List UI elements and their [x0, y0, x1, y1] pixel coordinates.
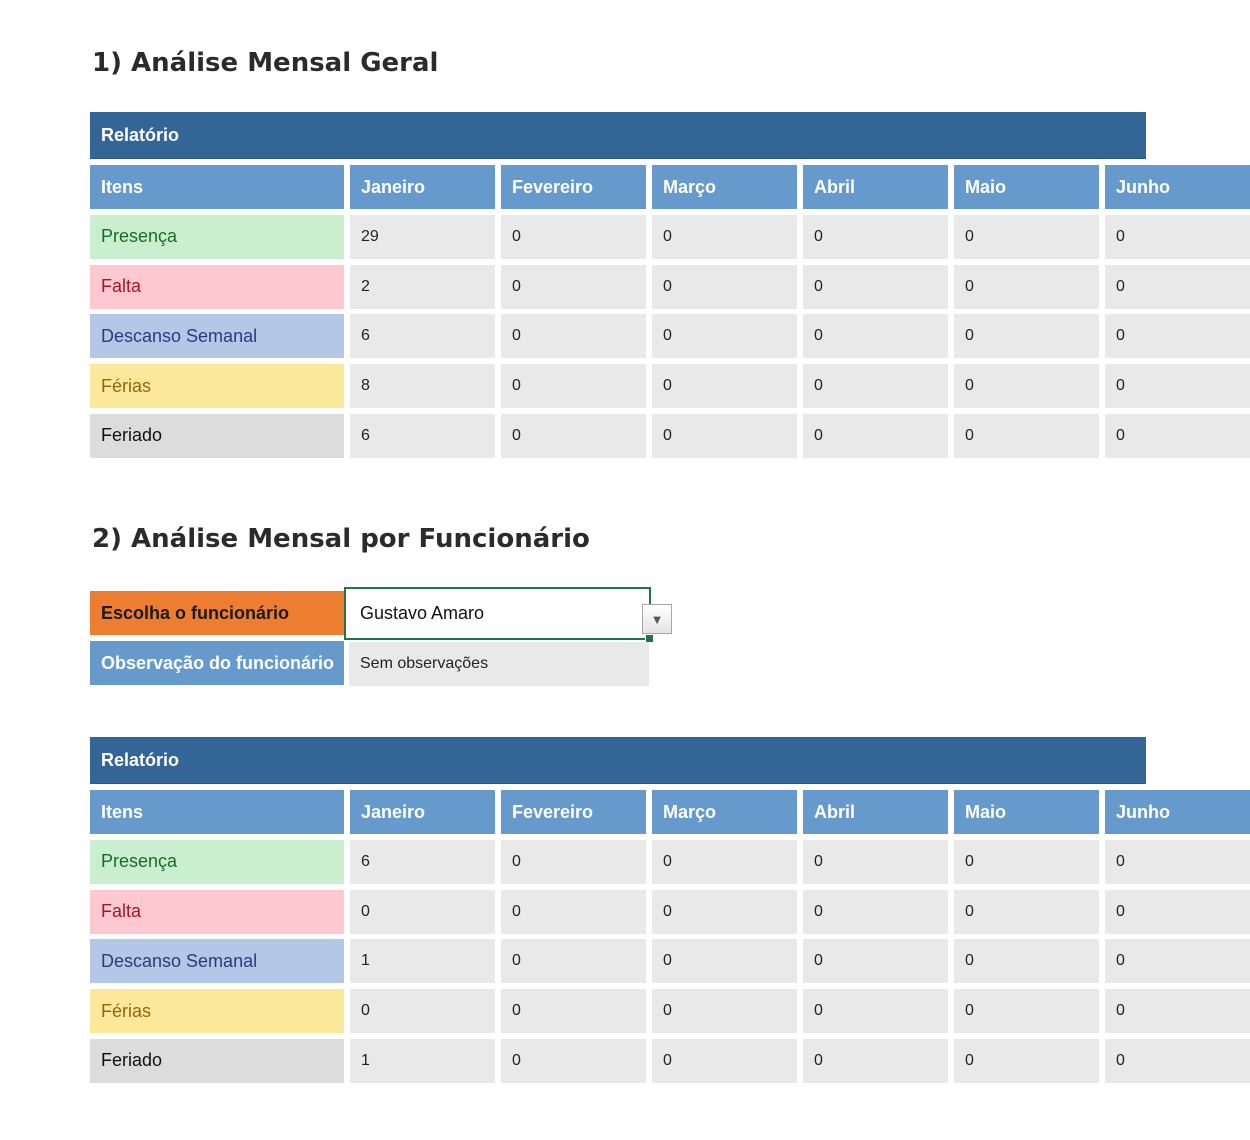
value-cell[interactable]: 0 [803, 215, 948, 259]
value-cell[interactable]: 0 [803, 939, 948, 983]
value-cell[interactable]: 0 [652, 265, 797, 309]
value-cell[interactable]: 8 [350, 364, 495, 408]
value-cell[interactable]: 0 [652, 215, 797, 259]
header-fevereiro: Fevereiro [501, 790, 646, 834]
value-cell[interactable]: 29 [350, 215, 495, 259]
header-junho: Junho [1105, 165, 1250, 209]
value-cell[interactable]: 0 [954, 414, 1099, 458]
value-cell[interactable]: 6 [350, 840, 495, 884]
value-cell[interactable]: 0 [954, 314, 1099, 358]
row-label-falta[interactable]: Falta [90, 890, 344, 934]
row-label-feriado[interactable]: Feriado [90, 1039, 344, 1083]
row-label-descanso-semanal[interactable]: Descanso Semanal [90, 939, 344, 983]
value-cell[interactable]: 0 [652, 890, 797, 934]
value-cell[interactable]: 0 [501, 364, 646, 408]
employee-observation-value[interactable]: Sem observações [349, 642, 649, 686]
value-cell[interactable]: 0 [1105, 840, 1250, 884]
report-by-employee [90, 737, 1170, 1084]
value-cell[interactable]: 0 [501, 939, 646, 983]
value-cell[interactable]: 0 [954, 265, 1099, 309]
value-cell[interactable]: 0 [1105, 364, 1250, 408]
value-cell[interactable]: 6 [350, 414, 495, 458]
value-cell[interactable]: 0 [501, 265, 646, 309]
value-cell[interactable]: 0 [954, 215, 1099, 259]
employee-observation-label: Observação do funcionário [90, 641, 344, 685]
value-cell[interactable]: 0 [954, 364, 1099, 408]
value-cell[interactable]: 0 [803, 314, 948, 358]
value-cell[interactable]: 0 [1105, 1039, 1250, 1083]
value-cell[interactable]: 0 [1105, 989, 1250, 1033]
row-label-descanso-semanal[interactable]: Descanso Semanal [90, 314, 344, 358]
header-marco: Março [652, 790, 797, 834]
value-cell[interactable]: 6 [350, 314, 495, 358]
value-cell[interactable]: 0 [652, 314, 797, 358]
value-cell[interactable]: 0 [350, 890, 495, 934]
row-label-presenca[interactable]: Presença [90, 215, 344, 259]
value-cell[interactable]: 0 [501, 314, 646, 358]
dropdown-button[interactable] [642, 604, 672, 634]
value-cell[interactable]: 0 [803, 1039, 948, 1083]
header-junho: Junho [1105, 790, 1250, 834]
value-cell[interactable]: 0 [652, 989, 797, 1033]
value-cell[interactable]: 1 [350, 939, 495, 983]
row-label-ferias[interactable]: Férias [90, 364, 344, 408]
value-cell[interactable]: 0 [954, 939, 1099, 983]
report-grid-general [90, 165, 1220, 458]
report-grid-by-employee [90, 790, 1220, 1083]
header-janeiro: Janeiro [350, 165, 495, 209]
value-cell[interactable]: 0 [652, 939, 797, 983]
header-maio: Maio [954, 165, 1099, 209]
value-cell[interactable]: 0 [803, 265, 948, 309]
triangle-down-icon: ▼ [650, 611, 664, 627]
employee-select[interactable] [344, 587, 651, 640]
value-cell[interactable]: 0 [1105, 215, 1250, 259]
value-cell[interactable]: 0 [652, 1039, 797, 1083]
value-cell[interactable]: 0 [501, 890, 646, 934]
choose-employee-label: Escolha o funcionário [90, 591, 344, 635]
row-label-feriado[interactable]: Feriado [90, 414, 344, 458]
header-abril: Abril [803, 165, 948, 209]
value-cell[interactable]: 0 [350, 989, 495, 1033]
value-cell[interactable]: 0 [803, 989, 948, 1033]
value-cell[interactable]: 0 [652, 840, 797, 884]
section-title-general: 1) Análise Mensal Geral [92, 48, 439, 78]
value-cell[interactable]: 0 [501, 989, 646, 1033]
employee-select-value: Gustavo Amaro [360, 603, 485, 623]
header-maio: Maio [954, 790, 1099, 834]
value-cell[interactable]: 0 [803, 364, 948, 408]
value-cell[interactable]: 0 [954, 840, 1099, 884]
value-cell[interactable]: 0 [652, 364, 797, 408]
value-cell[interactable]: 0 [803, 840, 948, 884]
row-label-ferias[interactable]: Férias [90, 989, 344, 1033]
report-general [90, 112, 1170, 459]
value-cell[interactable]: 0 [1105, 265, 1250, 309]
value-cell[interactable]: 0 [1105, 314, 1250, 358]
header-itens: Itens [90, 790, 344, 834]
value-cell[interactable]: 0 [501, 1039, 646, 1083]
value-cell[interactable]: 0 [1105, 939, 1250, 983]
value-cell[interactable]: 2 [350, 265, 495, 309]
value-cell[interactable]: 1 [350, 1039, 495, 1083]
value-cell[interactable]: 0 [803, 890, 948, 934]
value-cell[interactable]: 0 [954, 1039, 1099, 1083]
row-label-falta[interactable]: Falta [90, 265, 344, 309]
report-title: Relatório [90, 737, 1146, 784]
header-fevereiro: Fevereiro [501, 165, 646, 209]
header-itens: Itens [90, 165, 344, 209]
value-cell[interactable]: 0 [652, 414, 797, 458]
value-cell[interactable]: 0 [501, 414, 646, 458]
value-cell[interactable]: 0 [1105, 890, 1250, 934]
header-abril: Abril [803, 790, 948, 834]
value-cell[interactable]: 0 [501, 215, 646, 259]
value-cell[interactable]: 0 [954, 890, 1099, 934]
value-cell[interactable]: 0 [803, 414, 948, 458]
section-title-by-employee: 2) Análise Mensal por Funcionário [92, 524, 590, 554]
value-cell[interactable]: 0 [1105, 414, 1250, 458]
header-marco: Março [652, 165, 797, 209]
header-janeiro: Janeiro [350, 790, 495, 834]
value-cell[interactable]: 0 [501, 840, 646, 884]
row-label-presenca[interactable]: Presença [90, 840, 344, 884]
report-title: Relatório [90, 112, 1146, 159]
value-cell[interactable]: 0 [954, 989, 1099, 1033]
